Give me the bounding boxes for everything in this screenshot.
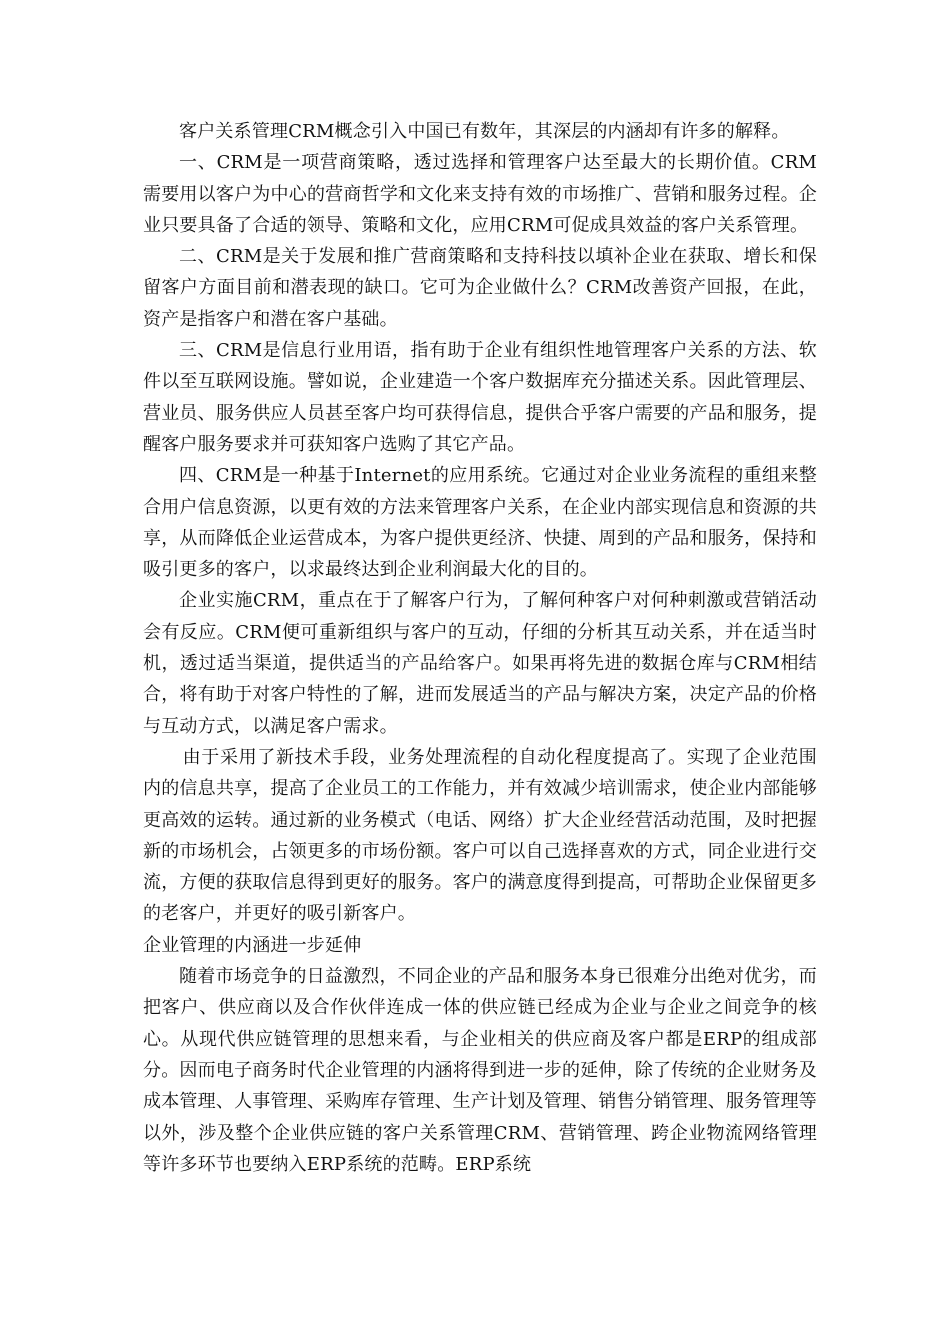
paragraph-crm-implementation: 企业实施CRM，重点在于了解客户行为，了解何种客户对何种刺激或营销活动会有反应。CRM便可重新组织与客户的互动，仔细的分析其互动关系，并在适当时机，透过适当渠道，提供适当的产品给客户。如果再将先进的数据仓库与CRM相结合，将有助于对客户特性的了解，进而发展适当的产品与解决方案，决定产品的价格与互动方式，以满足客户需求。 [143, 590, 817, 737]
paragraph-crm-benefits: 由于采用了新技术手段，业务处理流程的自动化程度提高了。实现了企业范围内的信息共享，提高了企业员工的工作能力，并有效减少培训需求，使企业内部能够更高效的运转。通过新的业务模式（电话、网络）扩大企业经营活动范围，及时把握新的市场机会，占领更多的市场份额。客户可以自己选择喜欢的方式，同企业进行交流，方便的获取信息得到更好的服务。客户的满意度得到提高，可帮助企业保留更多的老客户，并更好的吸引新客户。 [143, 746, 817, 925]
paragraph-crm-definition-1: 一、CRM是一项营商策略，透过选择和管理客户达至最大的长期价值。CRM需要用以客户为中心的营商哲学和文化来支持有效的市场推广、营销和服务过程。企业只要具备了合适的领导、策略和文化，应用CRM可促成具效益的客户关系管理。 [143, 152, 817, 236]
paragraph-crm-definition-4: 四、CRM是一种基于Internet的应用系统。它通过对企业业务流程的重组来整合用户信息资源，以更有效的方法来管理客户关系，在企业内部实现信息和资源的共享，从而降低企业运营成本，为客户提供更经济、快捷、周到的产品和服务，保持和吸引更多的客户，以求最终达到企业利润最大化的目的。 [143, 465, 817, 581]
paragraph-supply-chain: 随着市场竞争的日益激烈，不同企业的产品和服务本身已很难分出绝对优劣，而把客户、供应商以及合作伙伴连成一体的供应链已经成为企业与企业之间竞争的核心。从现代供应链管理的思想来看，与企业相关的供应商及客户都是ERP的组成部分。因而电子商务时代企业管理的内涵将得到进一步的延伸，除了传统的企业财务及成本管理、人事管理、采购库存管理、生产计划及管理、销售分销管理、服务管理等以外，涉及整个企业供应链的客户关系管理CRM、营销管理、跨企业物流网络管理等许多环节也要纳入ERP系统的范畴。ERP系统 [143, 966, 817, 1175]
paragraph-crm-definition-2: 二、CRM是关于发展和推广营商策略和支持科技以填补企业在获取、增长和保留客户方面目前和潜表现的缺口。它可为企业做什么？CRM改善资产回报，在此，资产是指客户和潜在客户基础。 [143, 246, 817, 330]
document-page [143, 116, 817, 1180]
section-heading: 企业管理的内涵进一步延伸 [143, 934, 362, 956]
paragraph-crm-definition-3: 三、CRM是信息行业用语，指有助于企业有组织性地管理客户关系的方法、软件以至互联网设施。譬如说，企业建造一个客户数据库充分描述关系。因此管理层、营业员、服务供应人员甚至客户均可获得信息，提供合乎客户需要的产品和服务，提醒客户服务要求并可获知客户选购了其它产品。 [143, 340, 817, 455]
intro-paragraph: 客户关系管理CRM概念引入中国已有数年，其深层的内涵却有许多的解释。 [179, 121, 790, 142]
